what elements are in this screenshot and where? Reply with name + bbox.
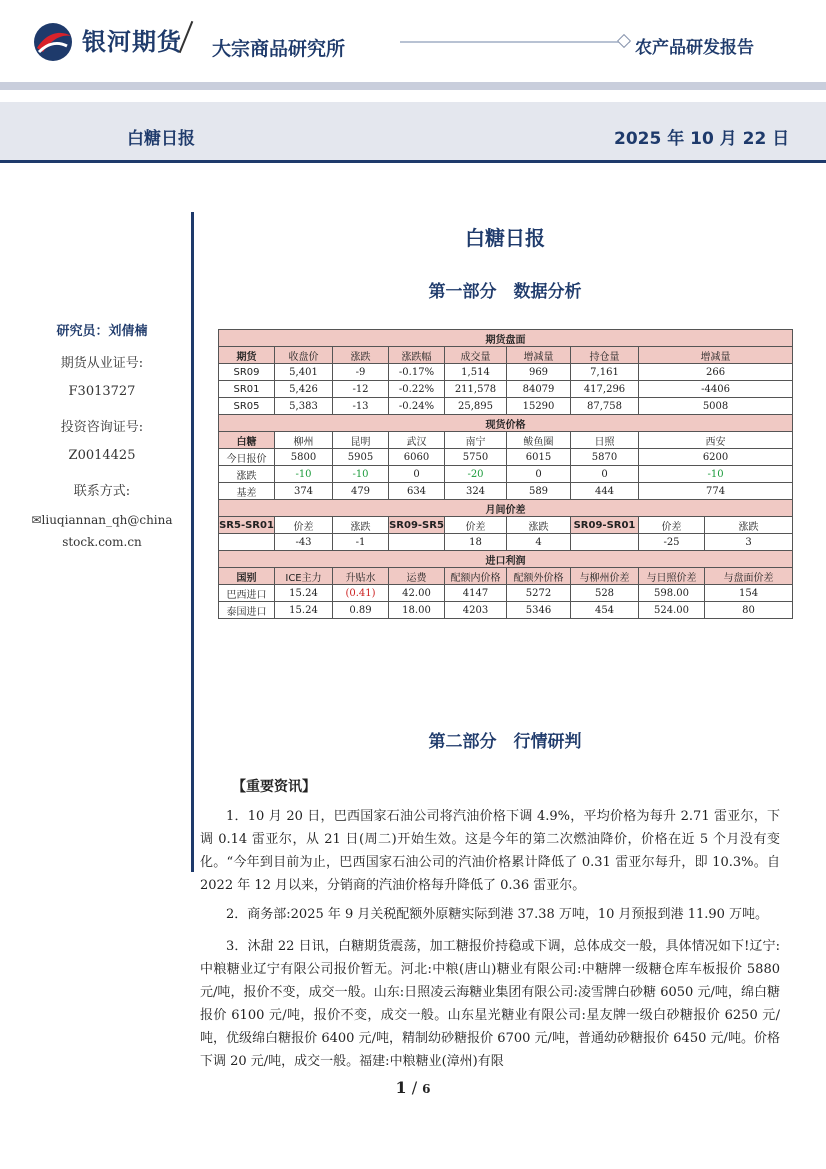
table-row	[219, 330, 793, 347]
table-cell: 0.89	[333, 602, 389, 619]
column-header: 昆明	[333, 432, 389, 449]
table-cell: 444	[571, 483, 639, 500]
column-header: 配额外价格	[507, 568, 571, 585]
table-cell: 0	[571, 466, 639, 483]
column-header: 涨跌	[333, 517, 389, 534]
table-cell: 528	[571, 585, 639, 602]
column-header: 增减量	[639, 347, 793, 364]
column-header: 涨跌	[333, 347, 389, 364]
column-header: 价差	[639, 517, 705, 534]
table-cell: 5,426	[275, 381, 333, 398]
table-cell: 4203	[445, 602, 507, 619]
column-header: 日照	[571, 432, 639, 449]
table-cell: -12	[333, 381, 389, 398]
table-cell: 266	[639, 364, 793, 381]
table-row	[219, 585, 793, 602]
table-cell: 0	[507, 466, 571, 483]
table-cell: -10	[639, 466, 793, 483]
table-cell: 774	[639, 483, 793, 500]
report-date: 2025 年 10 月 22 日	[614, 129, 790, 149]
table-cell: 454	[571, 602, 639, 619]
column-header: 涨跌幅	[389, 347, 445, 364]
table-cell: 87,758	[571, 398, 639, 415]
table-cell: 417,296	[571, 381, 639, 398]
table-cell: 6015	[507, 449, 571, 466]
column-header: 国别	[219, 568, 275, 585]
section-header-spread: 月间价差	[219, 500, 793, 517]
section-title-market: 第二部分 行情研判	[428, 732, 582, 752]
table-cell: -13	[333, 398, 389, 415]
table-cell: 5,383	[275, 398, 333, 415]
table-cell: 25,895	[445, 398, 507, 415]
column-header: 白糖	[219, 432, 275, 449]
column-header: 与盘面价差	[705, 568, 793, 585]
table-cell: 5,401	[275, 364, 333, 381]
consult-label: 投资咨询证号:	[60, 420, 144, 435]
section-title-data: 第一部分 数据分析	[428, 282, 582, 302]
table-cell: 211,578	[445, 381, 507, 398]
section-header-import: 进口利润	[219, 551, 793, 568]
table-cell: 今日报价	[219, 449, 275, 466]
table-row	[219, 551, 793, 568]
section-header-spot: 现货价格	[219, 415, 793, 432]
table-cell: 15290	[507, 398, 571, 415]
license-label: 期货从业证号:	[60, 356, 144, 371]
email-link[interactable]: ✉liuqiannan_qh@china	[31, 513, 173, 527]
column-header: 配额内价格	[445, 568, 507, 585]
table-cell: 5346	[507, 602, 571, 619]
banner-rule	[0, 160, 826, 163]
table-row	[219, 364, 793, 381]
news-paragraph: 3．沐甜 22 日讯，白糖期货震荡，加工糖报价持稳或下调，总体成交一般，具体情况如下!辽宁:中粮糖业辽宁有限公司报价暂无。河北:中粮(唐山)糖业有限公司:中糖牌一级糖仓库车板报价 5880 元/吨，报价不变，成交一般。山东:日照凌云海糖业集团有限公司:凌雪牌白砂糖 6050 元/吨，绵白糖报价 6100 元/吨，报价不变，成交一般。山东星光糖业有限公司:星友牌一级白砂糖报价 6250 元/吨，优级绵白糖报价 6400 元/吨，精制幼砂糖报价 6700 元/吨，普通幼砂糖报价 6450 元/吨。价格下调 20 元/吨，成交一般。福建:中粮糖业(漳州)有限	[200, 939, 780, 1069]
galaxy-logo-icon	[33, 22, 73, 62]
consult-number: Z0014425	[68, 448, 136, 463]
column-header: SR5-SR01	[219, 517, 275, 534]
table-cell: 589	[507, 483, 571, 500]
table-cell: (0.41)	[333, 585, 389, 602]
column-header: 涨跌	[705, 517, 793, 534]
table-cell: 巴西进口	[219, 585, 275, 602]
column-header: 价差	[445, 517, 507, 534]
column-header: 价差	[275, 517, 333, 534]
table-cell: 15.24	[275, 602, 333, 619]
table-cell: -20	[445, 466, 507, 483]
report-type: 农产品研发报告	[635, 38, 754, 58]
table-cell: -0.22%	[389, 381, 445, 398]
table-cell: -1	[333, 534, 389, 551]
table-cell: -9	[333, 364, 389, 381]
table-cell: 6060	[389, 449, 445, 466]
table-cell: 5750	[445, 449, 507, 466]
column-header: 西安	[639, 432, 793, 449]
table-row	[219, 517, 793, 534]
table-cell: 5800	[275, 449, 333, 466]
table-cell: 374	[275, 483, 333, 500]
table-cell: 479	[333, 483, 389, 500]
table-row	[219, 602, 793, 619]
table-cell: 5870	[571, 449, 639, 466]
table-cell: 4	[507, 534, 571, 551]
column-header: 与日照价差	[639, 568, 705, 585]
table-row	[219, 347, 793, 364]
table-cell: -0.17%	[389, 364, 445, 381]
document-title: 白糖日报	[465, 226, 545, 250]
table-row	[219, 568, 793, 585]
table-cell: 18.00	[389, 602, 445, 619]
table-cell: 969	[507, 364, 571, 381]
contact-label: 联系方式:	[73, 484, 131, 499]
table-cell: 涨跌	[219, 466, 275, 483]
table-cell: 15.24	[275, 585, 333, 602]
column-header: 成交量	[445, 347, 507, 364]
table-cell: 泰国进口	[219, 602, 275, 619]
institute-name: 大宗商品研究所	[212, 38, 346, 60]
banner-title: 白糖日报	[127, 129, 195, 149]
news-heading: 【重要资讯】	[232, 779, 316, 795]
table-row	[219, 415, 793, 432]
license-number: F3013727	[68, 384, 136, 399]
page-number: 1 / 6	[395, 1078, 431, 1097]
table-row	[219, 432, 793, 449]
column-header: 收盘价	[275, 347, 333, 364]
column-header: SR09-SR01	[571, 517, 639, 534]
table-row	[219, 466, 793, 483]
email-link-cont[interactable]: stock.com.cn	[62, 535, 142, 549]
researcher-name: 研究员：刘倩楠	[56, 324, 148, 339]
column-header: 期货	[219, 347, 275, 364]
column-header: 南宁	[445, 432, 507, 449]
table-cell: 7,161	[571, 364, 639, 381]
column-header: 与柳州价差	[571, 568, 639, 585]
table-cell: 3	[705, 534, 793, 551]
table-cell: SR05	[219, 398, 275, 415]
mail-icon: ✉	[31, 513, 42, 527]
table-row	[219, 398, 793, 415]
table-cell: 80	[705, 602, 793, 619]
news-paragraph: 1．10 月 20 日，巴西国家石油公司将汽油价格下调 4.9%，平均价格为每升 2.71 雷亚尔，下调 0.14 雷亚尔，从 21 日(周二)开始生效。这是今年的第二次燃油降价，价格在近 5 个月没有变化。“今年到目前为止，巴西国家石油公司的汽油价格累计降低了 0.31 雷亚尔每升，即 10.3%。自 2022 年 12 月以来，分销商的汽油价格每升降低了 0.36 雷亚尔。	[200, 809, 780, 893]
column-header: SR09-SR5	[389, 517, 445, 534]
column-header: 武汉	[389, 432, 445, 449]
table-cell: 5008	[639, 398, 793, 415]
column-header: 涨跌	[507, 517, 571, 534]
table-cell	[571, 534, 639, 551]
column-header: 鲅鱼圈	[507, 432, 571, 449]
table-cell: 598.00	[639, 585, 705, 602]
table-cell: -10	[333, 466, 389, 483]
table-cell	[389, 534, 445, 551]
table-row	[219, 381, 793, 398]
column-header: 升贴水	[333, 568, 389, 585]
table-cell: 6200	[639, 449, 793, 466]
table-cell: -25	[639, 534, 705, 551]
header-line	[400, 41, 630, 43]
table-cell: 18	[445, 534, 507, 551]
column-header: 运费	[389, 568, 445, 585]
table-cell: 634	[389, 483, 445, 500]
data-table	[218, 329, 793, 619]
column-header: 柳州	[275, 432, 333, 449]
table-cell: 84079	[507, 381, 571, 398]
table-cell: SR09	[219, 364, 275, 381]
table-cell: 5272	[507, 585, 571, 602]
column-header: 增减量	[507, 347, 571, 364]
table-cell: 基差	[219, 483, 275, 500]
table-cell: -4406	[639, 381, 793, 398]
table-row	[219, 500, 793, 517]
news-paragraph: 2．商务部:2025 年 9 月关税配额外原糖实际到港 37.38 万吨，10 月预报到港 11.90 万吨。	[226, 907, 769, 922]
table-cell	[219, 534, 275, 551]
table-cell: -43	[275, 534, 333, 551]
table-cell: 0	[389, 466, 445, 483]
section-header-futures: 期货盘面	[219, 330, 793, 347]
header-stripe	[0, 82, 826, 90]
table-cell: 4147	[445, 585, 507, 602]
column-header: 持仓量	[571, 347, 639, 364]
table-row	[219, 449, 793, 466]
table-cell: SR01	[219, 381, 275, 398]
table-row	[219, 534, 793, 551]
table-cell: 154	[705, 585, 793, 602]
company-name: 银河期货	[82, 28, 182, 56]
table-cell: -10	[275, 466, 333, 483]
table-cell: 5905	[333, 449, 389, 466]
table-cell: 42.00	[389, 585, 445, 602]
column-header: ICE主力	[275, 568, 333, 585]
table-cell: 524.00	[639, 602, 705, 619]
table-row	[219, 483, 793, 500]
table-cell: -0.24%	[389, 398, 445, 415]
table-cell: 324	[445, 483, 507, 500]
table-cell: 1,514	[445, 364, 507, 381]
